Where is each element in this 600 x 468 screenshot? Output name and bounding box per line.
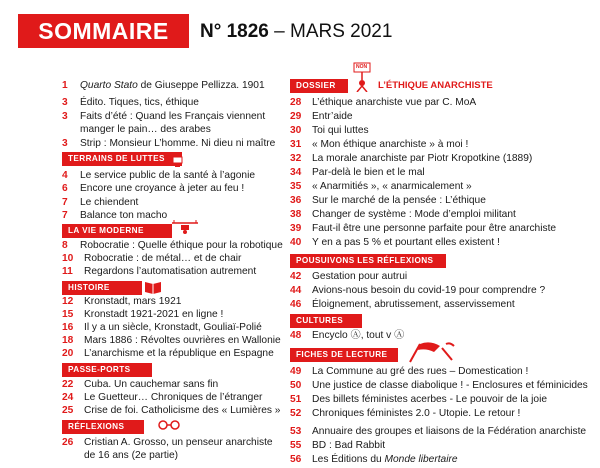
page-number: 34 [290, 167, 302, 178]
section-title: LA VIE MODERNE [68, 226, 144, 235]
page-number: 31 [290, 139, 302, 150]
entry-title: Le chiendent [80, 197, 139, 208]
section-title: CULTURES [296, 316, 344, 325]
page-number: 7 [62, 197, 68, 208]
entry-title-line2: de 16 ans (2e partie) [84, 450, 179, 461]
entry-title: Entr’aide [312, 111, 353, 122]
page-number: 24 [62, 392, 74, 403]
page-number: 22 [62, 379, 74, 390]
section-header-histoire [62, 281, 142, 295]
entry-title: Changer de système : Mode d’emploi militant [312, 209, 516, 220]
entry-title: La Commune au gré des rues – Domestication ! [312, 366, 529, 377]
glasses-icon [158, 419, 180, 431]
entry-title-rest: de Giuseppe Pellizza. 1901 [137, 80, 265, 91]
entry-title-line2: manger le pain… des arabes [80, 124, 211, 135]
page-number: 10 [62, 253, 74, 264]
section-header-terrains [62, 152, 182, 166]
page-number: 52 [290, 408, 302, 419]
entry-title: Robocratie : de métal… et de chair [84, 253, 242, 264]
page-number: 50 [290, 380, 302, 391]
page-number: 6 [62, 183, 68, 194]
section-header-cultures [290, 314, 362, 328]
entry-title: Des billets féministes acerbes - Le pouvoir de la joie [312, 394, 547, 405]
dossier-title: L’ÉTHIQUE ANARCHISTE [378, 80, 493, 91]
entry-title: Annuaire des groupes et liaisons de la Fédération anarchiste [312, 426, 587, 437]
page-number: 16 [62, 322, 74, 333]
section-header-passe-ports [62, 363, 152, 377]
entry-title: « Mon éthique anarchiste » à moi ! [312, 139, 469, 150]
entry-title: Strip : Monsieur L’homme. Ni dieu ni maître [80, 138, 276, 149]
entry-title: Kronstadt, mars 1921 [84, 296, 182, 307]
section-title: RÉFLEXIONS [68, 422, 125, 431]
page-number: 46 [290, 299, 302, 310]
page-number: 40 [290, 237, 302, 248]
entry-title: Y en a pas 5 % et pourtant elles existent ! [312, 237, 500, 248]
page-number: 8 [62, 240, 68, 251]
entry-title: Faut-il être une personne parfaite pour être anarchiste [312, 223, 557, 234]
book-icon [144, 280, 162, 294]
section-header-dossier [290, 79, 348, 93]
entry-title: La morale anarchiste par Piotr Kropotkine (1889) [312, 153, 533, 164]
issue-number: N° 1826 [200, 21, 269, 42]
page-number: 48 [290, 330, 302, 341]
entry-title: Sur le marché de la pensée : L’éthique [312, 195, 486, 206]
page-number: 1 [62, 80, 68, 91]
entry-title [312, 454, 458, 466]
page-number: 15 [62, 309, 74, 320]
entry-title: Balance ton macho [80, 210, 168, 221]
fist-icon [172, 151, 186, 167]
entry-title: Gestation pour autrui [312, 271, 408, 282]
section-title: TERRAINS DE LUTTES [68, 154, 165, 163]
page-number: 12 [62, 296, 74, 307]
entry-title: Il y a un siècle, Kronstadt, Gouliaï-Polié [84, 322, 262, 333]
entry-title: Le Guetteur… Chroniques de l’étranger [84, 392, 263, 403]
section-title: PASSE-PORTS [68, 365, 131, 374]
section-header-poursuivons [290, 254, 446, 268]
entry-title: L’éthique anarchiste vue par C. MoA [312, 97, 477, 108]
page-number: 39 [290, 223, 302, 234]
page-number: 25 [62, 405, 74, 416]
entry-title: Cuba. Un cauchemar sans fin [84, 379, 219, 390]
entry-title: Encyclo Ⓐ, tout v Ⓐ [312, 330, 405, 341]
page-number: 11 [62, 266, 73, 277]
title-box: SOMMAIRE [18, 14, 189, 48]
entry-title: Avions-nous besoin du covid-19 pour comprendre ? [312, 285, 546, 296]
issue-sep: – [268, 21, 290, 42]
section-title: DOSSIER [296, 81, 336, 90]
entry-title: Mars 1886 : Révoltes ouvrières en Wallonie [84, 335, 281, 346]
entry-title: Robocratie : Quelle éthique pour la robotique [80, 240, 283, 251]
page-number: 30 [290, 125, 302, 136]
page-number: 3 [62, 138, 68, 149]
page-number: 38 [290, 209, 302, 220]
sign-badge: NON [356, 64, 368, 70]
entry-title: Le service public de la santé à l’agonie [80, 170, 255, 181]
page-number: 29 [290, 111, 302, 122]
page-number: 28 [290, 97, 302, 108]
page-number: 3 [62, 97, 68, 108]
entry-title: Toi qui luttes [312, 125, 369, 136]
page-number: 35 [290, 181, 302, 192]
entry-title-italic: Quarto Stato [80, 80, 138, 91]
entry-title: Cristian A. Grosso, un penseur anarchiste [84, 437, 273, 448]
page-number: 26 [62, 437, 74, 448]
entry-title: Kronstadt 1921-2021 en ligne ! [84, 309, 224, 320]
banner-icon [406, 340, 456, 364]
page-number: 44 [290, 285, 302, 296]
entry-title-italic: Monde libertaire [384, 454, 458, 465]
page-number: 51 [290, 394, 302, 405]
page-number: 56 [290, 454, 302, 465]
section-title: POUSUIVONS LES RÉFLEXIONS [296, 256, 434, 265]
entry-title: Encore une croyance à jeter au feu ! [80, 183, 245, 194]
page-number: 53 [290, 426, 302, 437]
entry-title-pre: Les Éditions du [312, 454, 385, 465]
page-number: 36 [290, 195, 302, 206]
entry-title: Édito. Tiques, tics, éthique [80, 97, 199, 108]
page-number: 3 [62, 111, 68, 122]
section-title: FICHES DE LECTURE [296, 350, 388, 359]
page-number: 42 [290, 271, 302, 282]
issue-line [200, 20, 392, 44]
entry-title: Regardons l’automatisation autrement [84, 266, 257, 277]
page-number: 20 [62, 348, 74, 359]
entry-title: L’anarchisme et la république en Espagne [84, 348, 274, 359]
section-header-reflexions [62, 420, 144, 434]
page-number: 4 [62, 170, 68, 181]
entry-title [80, 80, 265, 92]
entry-title: Éloignement, abrutissement, asservissement [312, 299, 515, 310]
section-title: HISTOIRE [68, 283, 110, 292]
drone-icon [170, 219, 200, 237]
entry-title: Une justice de classe diabolique ! - Enclosures et féminicides [312, 380, 588, 391]
page-number: 32 [290, 153, 302, 164]
entry-title: Faits d’été : Quand les Français viennent [80, 111, 266, 122]
entry-title: « Anarmitiés », « anarmicalement » [312, 181, 472, 192]
issue-date: MARS 2021 [290, 21, 393, 42]
page-number: 55 [290, 440, 302, 451]
page-number: 18 [62, 335, 74, 346]
entry-title: Par-delà le bien et le mal [312, 167, 425, 178]
entry-title: BD : Bad Rabbit [312, 440, 386, 451]
page-number: 7 [62, 210, 68, 221]
entry-title: Crise de foi. Catholicisme des « Lumières » [84, 405, 281, 416]
page-number: 49 [290, 366, 302, 377]
entry-title: Chroniques féministes 2.0 - Utopie. Le retour ! [312, 408, 521, 419]
section-header-vie-moderne [62, 224, 172, 238]
section-header-fiches [290, 348, 398, 362]
